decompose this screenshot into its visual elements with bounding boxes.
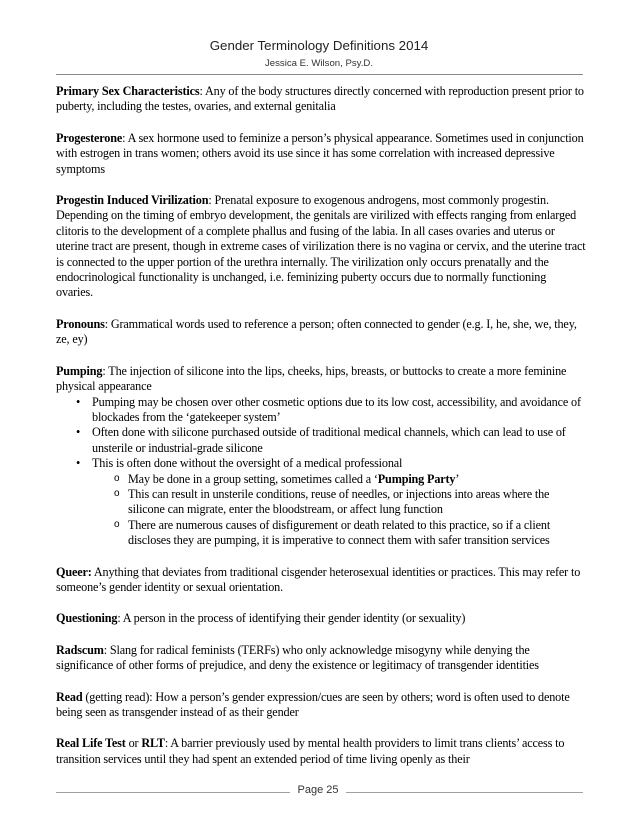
sub-text: ’ bbox=[455, 471, 460, 486]
pumping-party-term: Pumping Party bbox=[377, 471, 456, 486]
entry-progestin-induced-virilization bbox=[56, 193, 586, 301]
entry-pronouns bbox=[56, 317, 586, 348]
term: Radscum bbox=[56, 642, 104, 657]
term: Read bbox=[56, 689, 83, 704]
definition: : Any of the body structures directly concerned with reproduction present prior to puberty, including the testes, ovaries, and external genitalia bbox=[56, 84, 584, 114]
definition: : Slang for radical feminists (TERFs) who only acknowledge misogyny while denying the significance of other forms of prejudice, and deny the existence or legitimacy of transgender identities bbox=[56, 642, 539, 673]
definition: Anything that deviates from traditional cisgender heterosexual identities or practices. This may refer to someone’s gender identity or sexual orientation. bbox=[56, 564, 581, 594]
entry-pumping bbox=[56, 364, 586, 549]
definition: : A person in the process of identifying their gender identity (or sexuality) bbox=[117, 611, 466, 626]
author-line: Jessica E. Wilson, Psy.D. bbox=[264, 58, 374, 69]
header-divider bbox=[56, 74, 583, 75]
term: Queer: bbox=[56, 564, 92, 579]
sub-list-item bbox=[92, 472, 586, 487]
definition: : The injection of silicone into the lips, cheeks, hips, breasts, or buttocks to create a more feminine physical appearance bbox=[56, 363, 567, 394]
entry-primary-sex-characteristics bbox=[56, 84, 586, 115]
sub-text: May be done in a group setting, sometimes called a ‘ bbox=[128, 471, 378, 486]
page-number: Page 25 bbox=[297, 784, 339, 796]
list-item: • Pumping may be chosen over other cosmetic options due to its low cost, accessibility, and avoidance of blockades from the ‘gatekeeper system’ bbox=[56, 395, 586, 426]
definitions-list bbox=[56, 84, 586, 783]
definition: : A sex hormone used to feminize a person’s physical appearance. Sometimes used in conjunction with estrogen in trans women; others avoid its use since it has some correlation with increased depressive symptoms bbox=[56, 130, 584, 176]
document-title: Gender Terminology Definitions 2014 bbox=[209, 38, 429, 53]
definition: (getting read): How a person’s gender expression/cues are seen by others; word is often used to denote being seen as transgender instead of as their gender bbox=[56, 689, 570, 719]
sub-list-item: o There are numerous causes of disfigurement or death related to this practice, so if a client discloses they are pumping, it is imperative to connect them with safer transition services bbox=[92, 518, 586, 549]
list-item bbox=[56, 456, 586, 548]
term: Primary Sex Characteristics bbox=[56, 84, 200, 98]
term: Pronouns bbox=[56, 316, 105, 331]
definition: : Prenatal exposure to exogenous androgens, most commonly progestin. Depending on the timing of embryo development, the genitals are virilized with effects ranging from enlarged clitoris to the development of a complete phallus and fusing of the labia. In all cases ovaries and uterus or uterine tract are present, though in extreme cases of virilization there is no vagina or cervix, and the uterine tract is connected to the upper portion of the urethra internally. The virilization only occurs prenatally and the endocrinological functionality is unchanged, i.e. feminizing puberty occurs due to normally functioning ovaries. bbox=[56, 193, 586, 300]
definition: : Grammatical words used to reference a person; often connected to gender (e.g. I, he, she, we, they, ze, ey) bbox=[56, 316, 577, 347]
connector: or bbox=[125, 736, 142, 751]
entry-radscum bbox=[56, 643, 586, 674]
entry-questioning bbox=[56, 611, 586, 626]
term: Real Life Test bbox=[56, 736, 126, 751]
term: Progestin Induced Virilization bbox=[56, 193, 209, 208]
list-item: • Often done with silicone purchased outside of traditional medical channels, which can lead to use of unsterile or industrial-grade silicone bbox=[56, 425, 586, 456]
term: Progesterone bbox=[56, 130, 123, 145]
list-item-text: This is often done without the oversight of a medical professional bbox=[92, 456, 403, 471]
entry-real-life-test bbox=[56, 736, 586, 767]
term-abbrev: RLT bbox=[141, 736, 165, 751]
entry-progesterone bbox=[56, 131, 586, 177]
entry-queer bbox=[56, 565, 586, 596]
footer-rule-left bbox=[56, 792, 290, 793]
term: Questioning bbox=[56, 611, 118, 626]
bullet-list bbox=[56, 395, 586, 549]
footer-rule-right bbox=[346, 792, 583, 793]
sub-list bbox=[92, 472, 586, 549]
sub-list-item: o This can result in unsterile conditions, reuse of needles, or injections into areas where the silicone can migrate, enter the bloodstream, or affect lung function bbox=[92, 487, 586, 518]
term: Pumping bbox=[56, 363, 103, 378]
definition: : A barrier previously used by mental health providers to limit trans clients’ access to transition services until they had spent an extended period of time living openly as their bbox=[56, 736, 565, 766]
entry-read bbox=[56, 690, 586, 721]
